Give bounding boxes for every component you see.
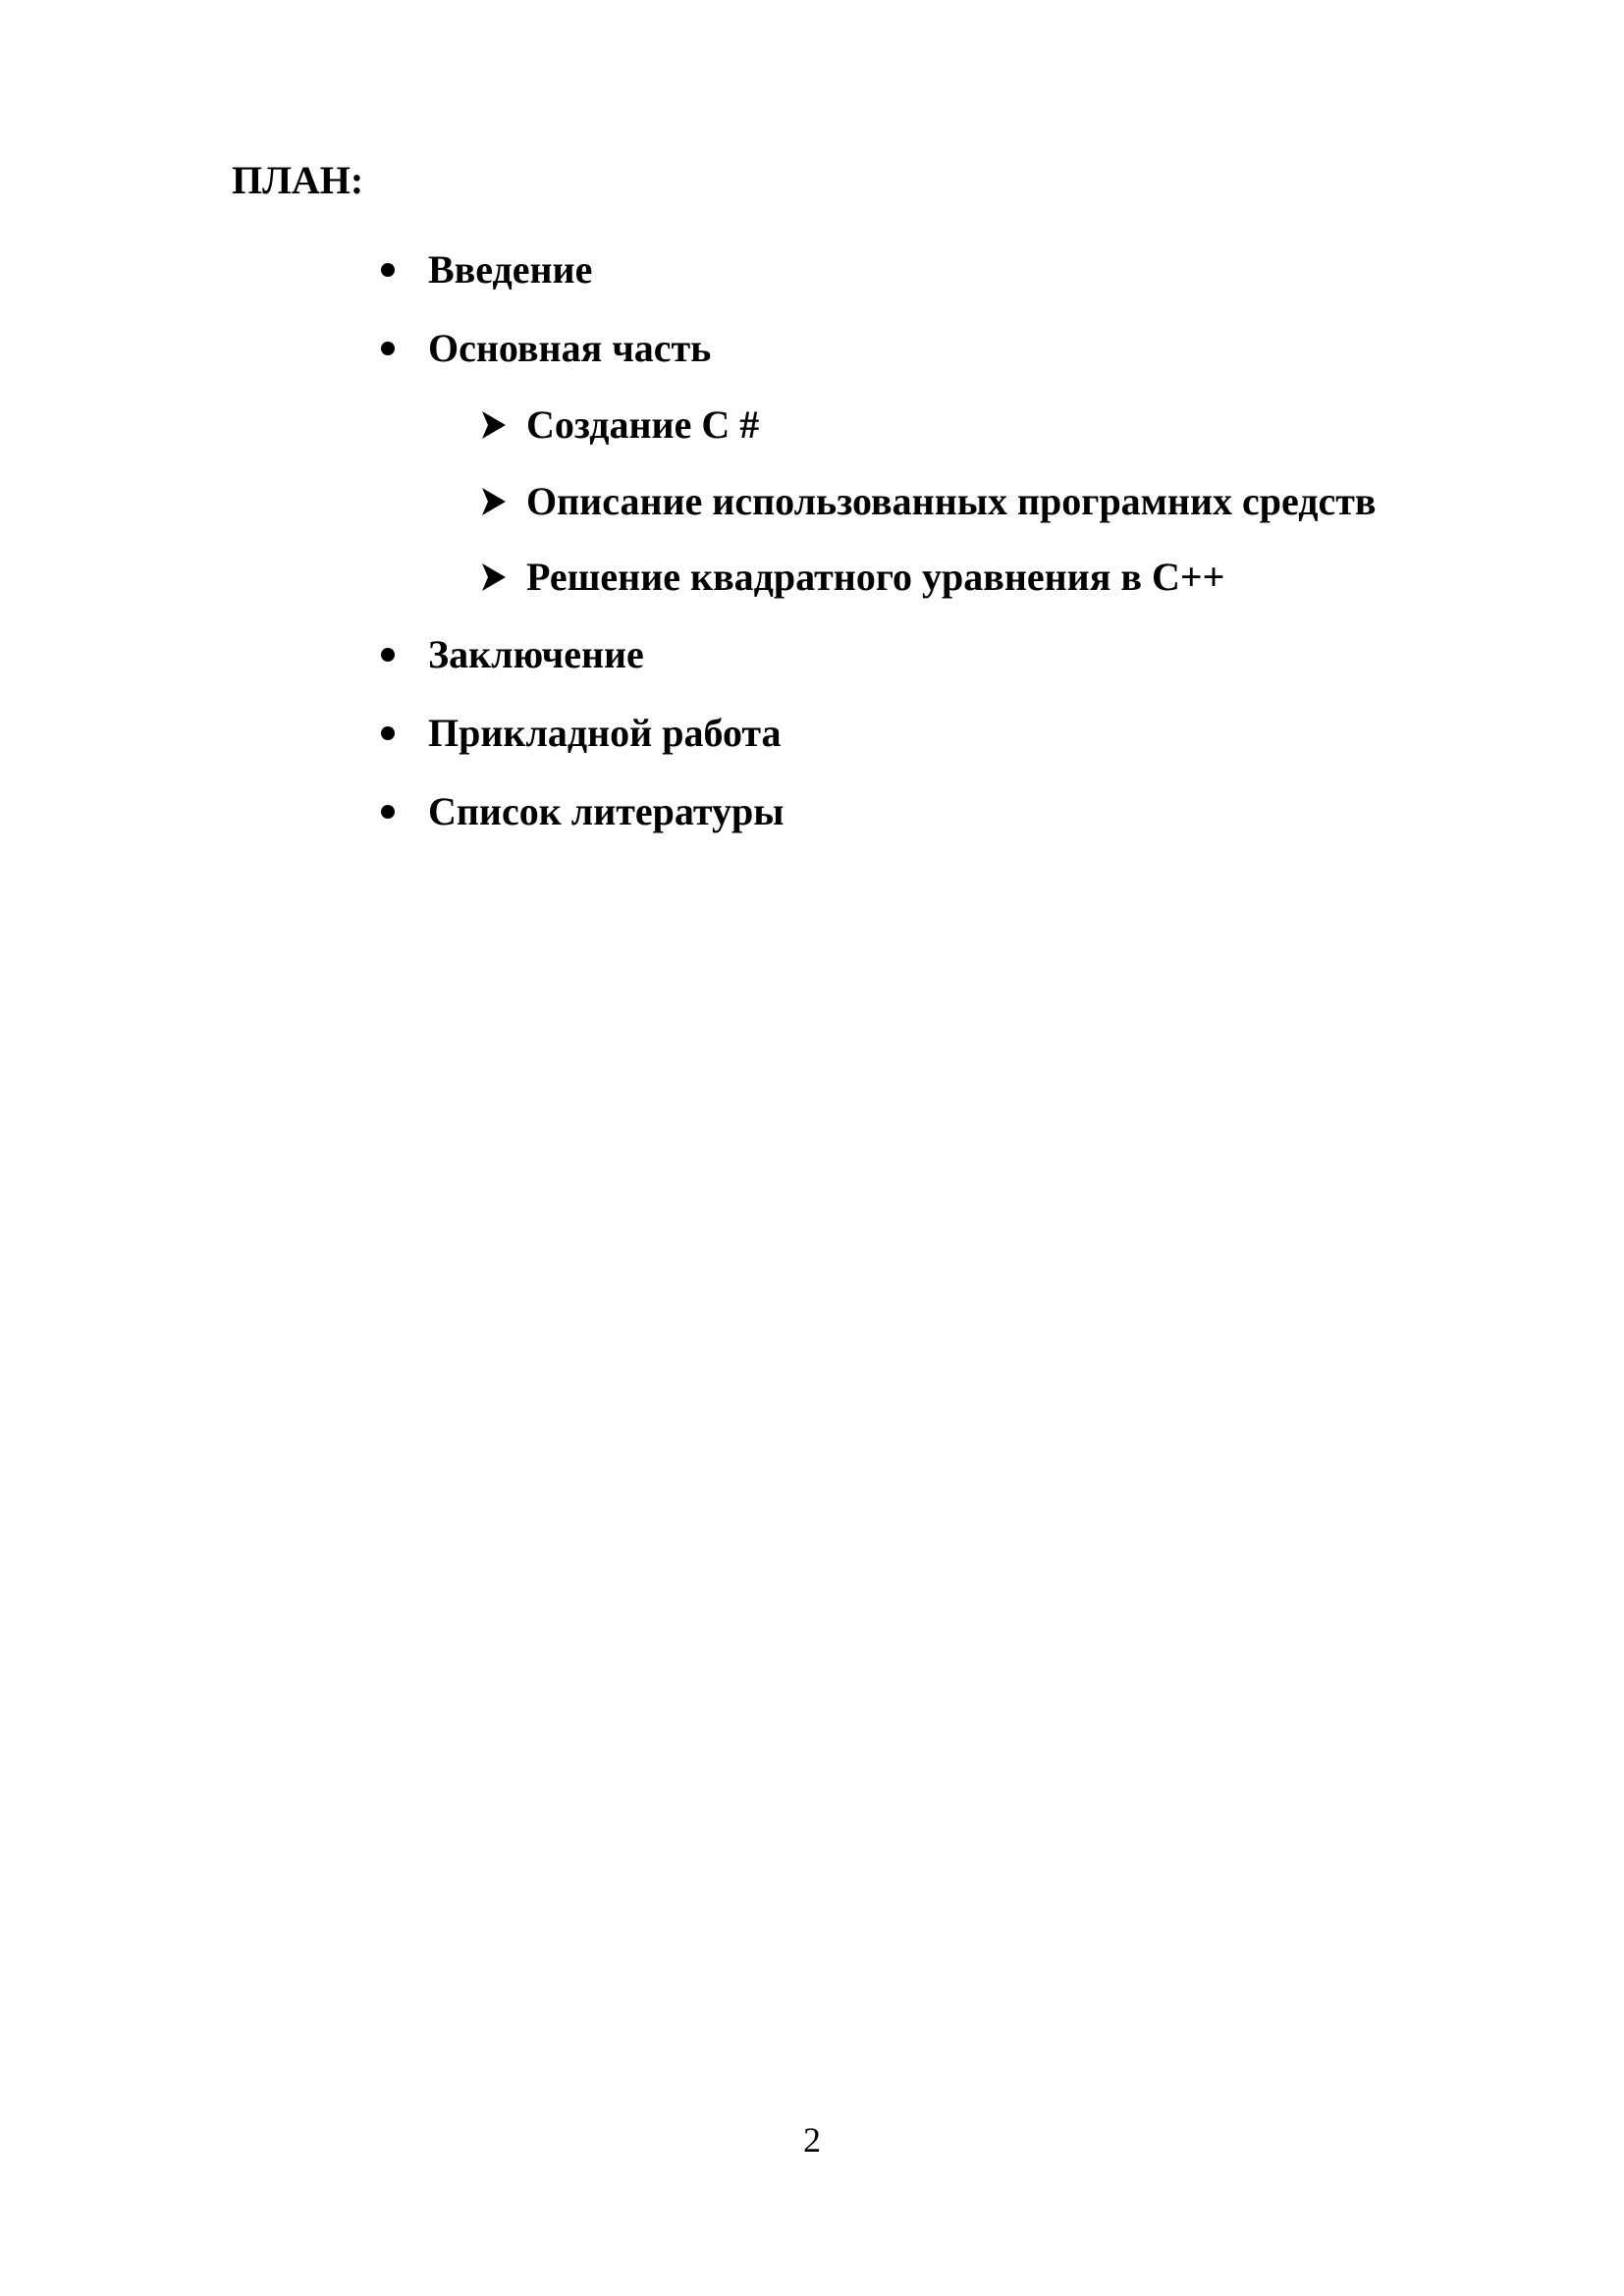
list-item-conclusion: Заключение: [428, 632, 644, 676]
arrowhead-bullet-icon: [481, 410, 507, 440]
bullet-icon: [381, 342, 395, 355]
page-number: 2: [803, 2120, 821, 2160]
list-item-sub-creation: Создание С #: [526, 402, 760, 447]
list-item-literature: Список литературы: [428, 789, 785, 833]
list-item-applied: Прикладной работа: [428, 711, 782, 755]
list-item-intro: Введение: [428, 247, 593, 292]
arrowhead-bullet-icon: [481, 562, 507, 592]
list-item-main: Основная часть: [428, 326, 712, 370]
arrowhead-bullet-icon: [481, 487, 507, 516]
bullet-icon: [381, 648, 395, 662]
bullet-icon: [381, 263, 395, 277]
list-item-sub-solution: Решение квадратного уравнения в С++: [526, 555, 1225, 599]
bullet-icon: [381, 726, 395, 740]
bullet-icon: [381, 805, 395, 819]
list-item-sub-description: Описание использованных програмних средств: [526, 479, 1377, 523]
plan-heading: ПЛАН:: [232, 158, 364, 202]
